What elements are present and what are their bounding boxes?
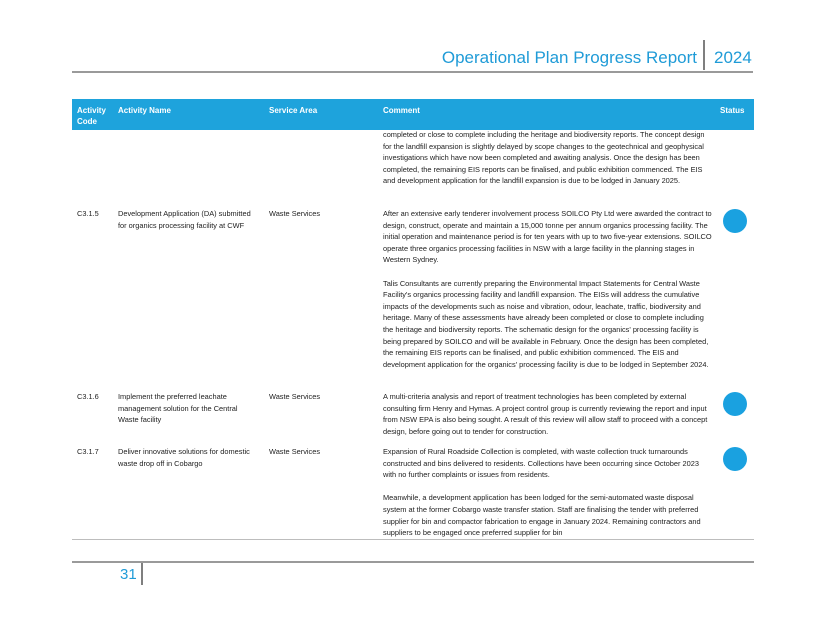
table-header-row (72, 99, 754, 130)
report-year: 2024 (714, 48, 752, 67)
report-title: Operational Plan Progress Report (441, 48, 697, 67)
activity-name: Implement the preferred leachate management solution for the Central Waste facility (118, 392, 238, 425)
header-rule (72, 71, 753, 73)
column-header-activity-name: Activity Name (118, 106, 171, 115)
footer-divider (141, 563, 143, 585)
service-area: Waste Services (269, 209, 321, 218)
comment-paragraph: Meanwhile, a development application has been lodged for the semi-automated waste disposal system at the former Cobargo waste transfer station. Staff are finalising the tender with preferred supplier for bin and compactor fabrication to engage in January 2024. Remaining contractors and suppliers to be engaged once preferred supplier for bin (383, 493, 701, 538)
column-header-comment: Comment (383, 106, 420, 115)
service-area: Waste Services (269, 447, 321, 456)
status-indicator-icon (723, 392, 747, 416)
table-bottom-border (72, 539, 754, 540)
activity-name: Development Application (DA) submitted for organics processing facility at CWF (118, 209, 251, 230)
continued-comment: completed or close to complete including the heritage and biodiversity reports. The concept design for the landfill expansion is slightly delayed by scope changes to the geotechnical and geophysical investigations which have now been completed and awaiting analysis. Once the design has been completed, the remaining EIS reports can be finalised, and public exhibition commenced. The EIS and development application for the landfill expansion is due to be lodged in January 2025. (383, 130, 705, 186)
service-area: Waste Services (269, 392, 321, 401)
header-divider (703, 40, 705, 70)
comment-paragraph: Expansion of Rural Roadside Collection is completed, with waste collection truck turnarounds constructed and bins delivered to residents. Collections have been occurring since October 2023 with no further complaints or issues from residents. (383, 447, 699, 480)
status-indicator-icon (723, 447, 747, 471)
column-header-status: Status (720, 106, 745, 115)
activity-code: C3.1.7 (77, 447, 99, 456)
comment-paragraph: A multi-criteria analysis and report of treatment technologies has been completed by external consulting firm Henry and Hymas. A project control group is currently reviewing the report and input from NSW EPA is also being sought. A result of this review will allow staff to proceed with a concept design, before going out to tender for construction. (383, 392, 708, 436)
column-header-service-area: Service Area (269, 106, 318, 115)
activity-name: Deliver innovative solutions for domestic waste drop off in Cobargo (118, 447, 250, 468)
activity-comment (383, 391, 713, 449)
activity-code: C3.1.6 (77, 392, 99, 401)
status-indicator-icon (723, 209, 747, 233)
activity-comment (383, 446, 713, 550)
activity-comment (383, 208, 713, 382)
footer-rule (72, 561, 754, 563)
comment-paragraph: Talis Consultants are currently preparing the Environmental Impact Statements for Central Waste Facility's organics processing facility and landfill expansion. The EISs will address the cumulative impacts of the developments such as noise and vibration, odour, leachate, traffic, biodiversity and heritage. Many of these assessments have already been completed or close to complete including the heritage and biodiversity reports. The schematic design for the organics' processing facility is being prepared by SOILCO and will be available in February. Once the design has been completed, the remaining EIS reports can be finalised, and public exhibition commenced. The EIS and development application for the organics' processing facility is due to be lodged in September 2024. (383, 278, 709, 369)
page-number: 31 (120, 566, 137, 583)
activity-code: C3.1.5 (77, 209, 99, 218)
comment-paragraph: After an extensive early tenderer involvement process SOILCO Pty Ltd were awarded the contract to design, construct, operate and maintain a 15,000 tonne per annum organics processing facility. The initial operation and maintenance period is for ten years with up to two five-year extensions. SOILCO operate three organics processing facilities in NSW with a large facility in the planning stages in Western Sydney. (383, 209, 712, 265)
column-header-activity-code: Activity Code (77, 106, 106, 126)
